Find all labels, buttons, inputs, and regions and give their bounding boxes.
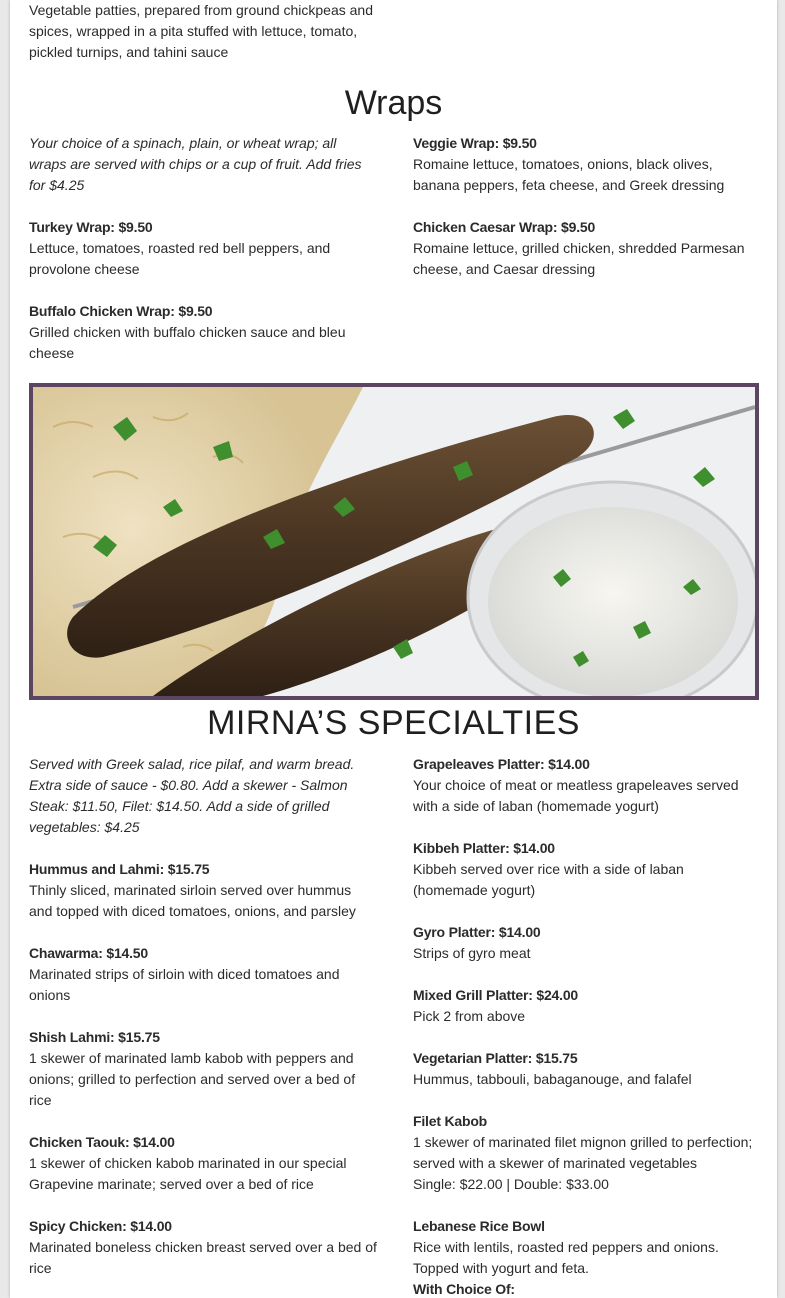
item-title: Gyro Platter: $14.00: [413, 924, 541, 940]
item-title: Grapeleaves Platter: $14.00: [413, 756, 590, 772]
item-title: Kibbeh Platter: $14.00: [413, 840, 555, 856]
item-description: Hummus, tabbouli, babaganouge, and falafel: [413, 1071, 692, 1087]
item-title: Chicken Taouk: $14.00: [29, 1134, 175, 1150]
menu-item: [29, 943, 377, 1006]
menu-item: [413, 1216, 760, 1298]
menu-item: [413, 838, 760, 901]
menu-item: [29, 859, 377, 922]
menu-item: [413, 754, 760, 817]
kebab-photo-illustration: [33, 387, 755, 696]
wraps-left-column: [29, 133, 377, 385]
item-title: Lebanese Rice Bowl: [413, 1218, 545, 1234]
falafel-description: Vegetable patties, prepared from ground chickpeas and spices, wrapped in a pita stuffed with lettuce, tomato, pickled turnips, and tahini sauce: [29, 2, 374, 60]
item-choice-label: With Choice Of:: [413, 1281, 515, 1297]
specialties-intro: Served with Greek salad, rice pilaf, and warm bread. Extra side of sauce - $0.80. Add a skewer - Salmon Steak: $11.50, Filet: $14.50. Add a side of grilled vegetables: $4.25: [29, 756, 355, 835]
item-title: Shish Lahmi: $15.75: [29, 1029, 160, 1045]
wraps-intro: Your choice of a spinach, plain, or wheat wrap; all wraps are served with chips or a cup of fruit. Add fries for $4.25: [29, 135, 362, 193]
menu-item: [29, 1027, 377, 1111]
item-title: Mixed Grill Platter: $24.00: [413, 987, 579, 1003]
wraps-heading: Wraps: [344, 84, 443, 122]
item-description: Thinly sliced, marinated sirloin served over hummus and topped with diced tomatoes, onions, and parsley: [29, 882, 356, 919]
item-description: Lettuce, tomatoes, roasted red bell peppers, and provolone cheese: [29, 240, 331, 277]
item-description: Marinated strips of sirloin with diced tomatoes and onions: [29, 966, 340, 1003]
item-description: Strips of gyro meat: [413, 945, 531, 961]
menu-item: [413, 922, 760, 964]
menu-item: [413, 1111, 760, 1195]
item-title: Vegetarian Platter: $15.75: [413, 1050, 578, 1066]
item-description: Pick 2 from above: [413, 1008, 526, 1024]
item-title: Buffalo Chicken Wrap: $9.50: [29, 303, 213, 319]
item-title: Chicken Caesar Wrap: $9.50: [413, 219, 596, 235]
menu-item: [29, 1132, 377, 1195]
item-description: Romaine lettuce, tomatoes, onions, black olives, banana peppers, feta cheese, and Greek dressing: [413, 156, 725, 193]
item-title: Spicy Chicken: $14.00: [29, 1218, 172, 1234]
menu-item: [29, 217, 377, 280]
wraps-right-column: [413, 133, 758, 301]
item-description: 1 skewer of chicken kabob marinated in our special Grapevine marinate; served over a bed of rice: [29, 1155, 347, 1192]
item-title: Filet Kabob: [413, 1113, 488, 1129]
item-title: Veggie Wrap: $9.50: [413, 135, 537, 151]
item-title: Chawarma: $14.50: [29, 945, 148, 961]
menu-item: [413, 217, 758, 280]
kebab-photo: [29, 383, 759, 700]
item-description: Romaine lettuce, grilled chicken, shredded Parmesan cheese, and Caesar dressing: [413, 240, 745, 277]
item-price-options: Single: $22.00 | Double: $33.00: [413, 1176, 609, 1192]
specialties-heading: MIRNA’S SPECIALTIES: [207, 704, 580, 742]
menu-page: [10, 0, 777, 1298]
item-description: Rice with lentils, roasted red peppers and onions. Topped with yogurt and feta.: [413, 1239, 719, 1276]
menu-item: [29, 301, 377, 364]
item-description: Marinated boneless chicken breast served over a bed of rice: [29, 1239, 377, 1276]
item-title: Hummus and Lahmi: $15.75: [29, 861, 210, 877]
item-description: 1 skewer of marinated filet mignon grilled to perfection; served with a skewer of marinated vegetables: [413, 1134, 753, 1171]
menu-item: [413, 133, 758, 196]
item-description: Kibbeh served over rice with a side of laban (homemade yogurt): [413, 861, 684, 898]
specialties-left-column: [29, 754, 377, 1298]
item-title: Turkey Wrap: $9.50: [29, 219, 153, 235]
item-description: Grilled chicken with buffalo chicken sauce and bleu cheese: [29, 324, 346, 361]
item-description: 1 skewer of marinated lamb kabob with peppers and onions; grilled to perfection and served over a bed of rice: [29, 1050, 356, 1108]
item-description: Your choice of meat or meatless grapeleaves served with a side of laban (homemade yogurt): [413, 777, 739, 814]
menu-item: [413, 985, 760, 1027]
menu-item: [29, 1216, 377, 1279]
specialties-right-column: [413, 754, 760, 1298]
menu-item: [413, 1048, 760, 1090]
